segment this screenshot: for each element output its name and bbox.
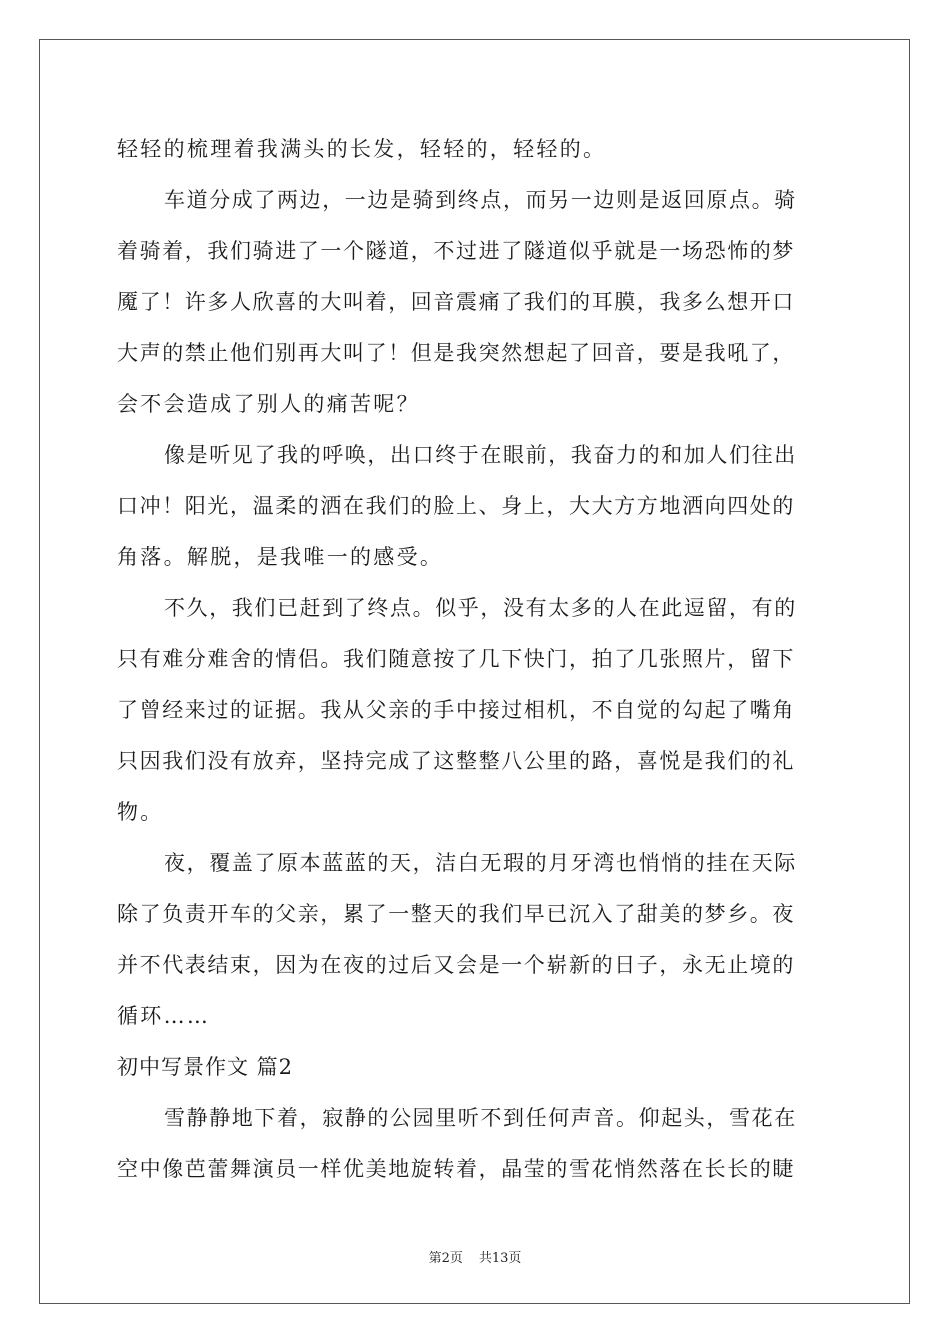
paragraph-line: 会不会造成了别人的痛苦呢？ [117, 392, 420, 416]
paragraph-line: 口冲！阳光，温柔的洒在我们的脸上、身上，大大方方地洒向四处的 [117, 494, 795, 518]
paragraph-line: 着骑着，我们骑进了一个隧道，不过进了隧道似乎就是一场恐怖的梦 [117, 239, 795, 263]
paragraph-line: 大声的禁止他们别再大叫了！但是我突然想起了回音，要是我吼了， [117, 341, 795, 365]
paragraph-line: 空中像芭蕾舞演员一样优美地旋转着，晶莹的雪花悄然落在长长的睫 [117, 1157, 795, 1181]
paragraph-line: 魇了！许多人欣喜的大叫着，回音震痛了我们的耳膜，我多么想开口 [117, 290, 795, 314]
page-number: 第2页 [428, 1251, 463, 1266]
page-footer [0, 1247, 950, 1266]
paragraph-line: 角落。解脱，是我唯一的感受。 [117, 545, 444, 569]
section-heading: 初中写景作文 篇2 [117, 1055, 294, 1079]
paragraph-line: 除了负责开车的父亲，累了一整天的我们早已沉入了甜美的梦乡。夜 [117, 902, 795, 926]
paragraph-line: 循环…… [117, 1004, 211, 1028]
paragraph-line: 了曾经来过的证据。我从父亲的手中接过相机，不自觉的勾起了嘴角 [117, 698, 795, 722]
paragraph-line: 像是听见了我的呼唤，出口终于在眼前，我奋力的和加人们往出 [164, 443, 797, 467]
paragraph-line: 物。 [117, 800, 164, 824]
paragraph-line: 并不代表结束，因为在夜的过后又会是一个崭新的日子，永无止境的 [117, 953, 795, 977]
paragraph-line: 不久，我们已赶到了终点。似乎，没有太多的人在此逗留，有的 [164, 596, 797, 620]
document-body [117, 124, 833, 1195]
paragraph-line: 轻轻的梳理着我满头的长发，轻轻的，轻轻的。 [117, 137, 607, 161]
paragraph-line: 夜，覆盖了原本蓝蓝的天，洁白无瑕的月牙湾也悄悄的挂在天际 [164, 851, 797, 875]
paragraph-line: 雪静静地下着，寂静的公园里听不到任何声音。仰起头，雪花在 [164, 1106, 797, 1130]
paragraph-line: 只因我们没有放弃，坚持完成了这整整八公里的路，喜悦是我们的礼 [117, 749, 795, 773]
page-total: 共13页 [478, 1251, 522, 1266]
paragraph-line: 车道分成了两边，一边是骑到终点，而另一边则是返回原点。骑 [164, 188, 797, 212]
paragraph-line: 只有难分难舍的情侣。我们随意按了几下快门，拍了几张照片，留下 [117, 647, 795, 671]
